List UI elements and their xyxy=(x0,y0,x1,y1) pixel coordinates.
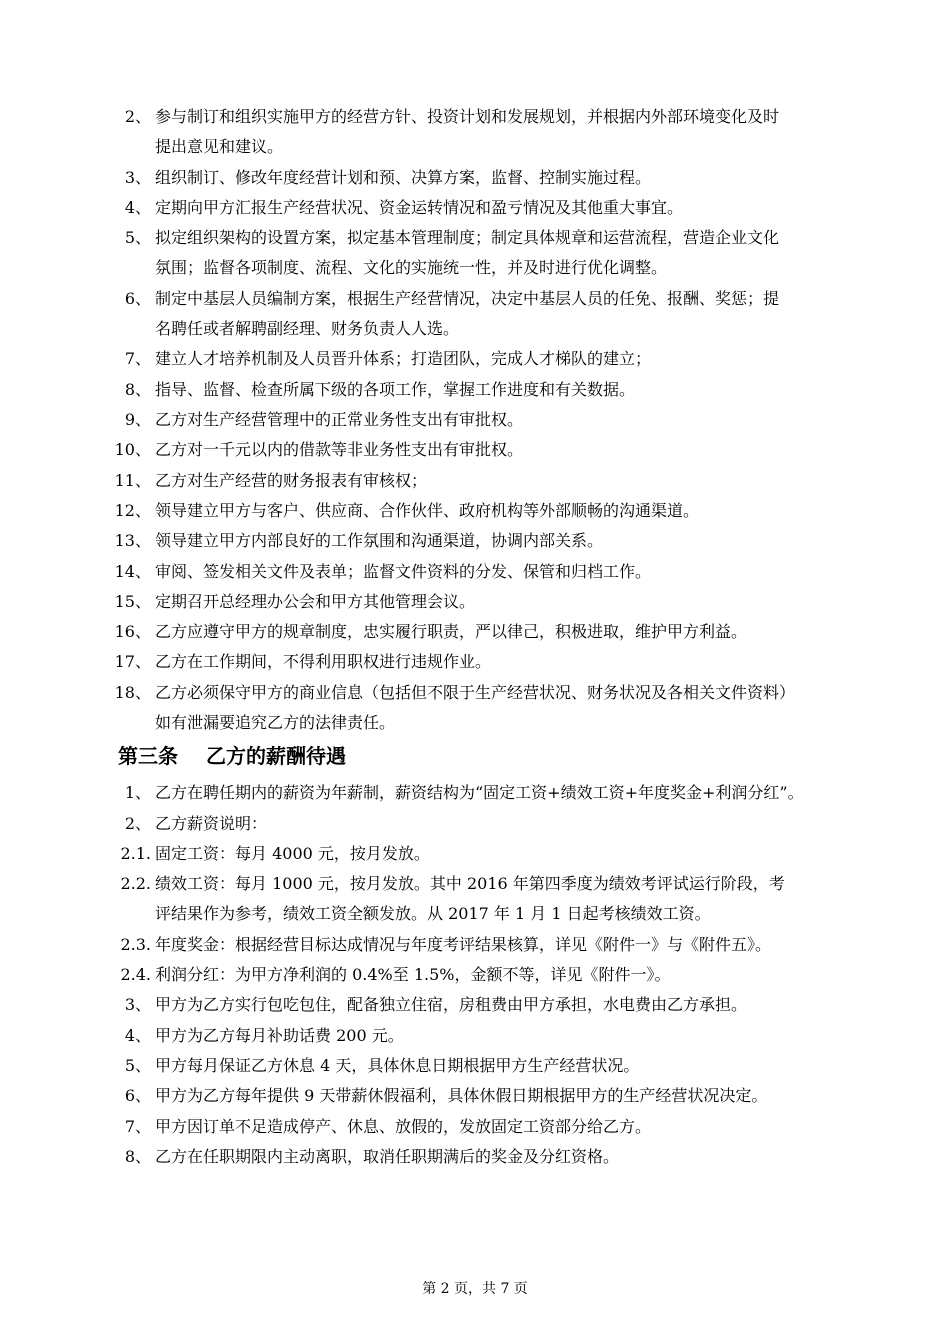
list-item-number: 2.2. xyxy=(120,874,151,894)
list-item xyxy=(0,193,950,223)
list-item-text: 如有泄漏要追究乙方的法律责任。 xyxy=(155,712,396,732)
list-item-text: 指导、监督、检查所属下级的各项工作，掌握工作进度和有关数据。 xyxy=(155,379,636,399)
list-item-text: 领导建立甲方内部良好的工作氛围和沟通渠道，协调内部关系。 xyxy=(155,531,604,551)
list-item xyxy=(0,1021,950,1051)
list-item-text: 乙方对一千元以内的借款等非业务性支出有审批权。 xyxy=(155,440,524,460)
list-item-text: 建立人才培养机制及人员晋升体系；打造团队，完成人才梯队的建立； xyxy=(155,349,652,369)
list-item-number: 1、 xyxy=(124,783,151,803)
list-item-number: 13、 xyxy=(114,531,151,551)
list-item xyxy=(0,435,950,465)
list-item xyxy=(0,163,950,193)
article-title: 乙方的薪酬待遇 xyxy=(206,744,346,769)
list-item-text: 甲方为乙方每年提供 9 天带薪休假福利，具体休假日期根据甲方的生产经营状况决定。 xyxy=(155,1086,768,1106)
list-item xyxy=(0,647,950,677)
list-item-number: 9、 xyxy=(124,410,151,429)
list-item-text: 甲方为乙方每月补助话费 200 元。 xyxy=(155,1025,404,1045)
list-item xyxy=(0,990,950,1020)
list-item xyxy=(0,496,950,526)
list-item-text: 甲方每月保证乙方休息 4 天，具体休息日期根据甲方生产经营状况。 xyxy=(155,1056,640,1075)
section-3-heading xyxy=(118,741,346,771)
page-footer xyxy=(0,1279,950,1299)
list-item-text: 乙方在工作期间，不得利用职权进行违规作业。 xyxy=(155,652,492,672)
list-item xyxy=(0,678,950,739)
list-item-text: 乙方必须保守甲方的商业信息（包括但不限于生产经营状况、财务状况及各相关文件资料） xyxy=(155,682,796,702)
list-item xyxy=(0,344,950,374)
list-item-number: 2.1. xyxy=(120,843,151,863)
list-item-text: 领导建立甲方与客户、供应商、合作伙伴、政府机构等外部顺畅的沟通渠道。 xyxy=(155,500,700,520)
list-item-number: 16、 xyxy=(114,622,151,642)
list-item-number: 3、 xyxy=(124,995,151,1015)
list-item xyxy=(0,1112,950,1142)
list-item-number: 8、 xyxy=(124,1146,151,1166)
list-item xyxy=(0,960,950,990)
list-item xyxy=(0,375,950,405)
list-item-text: 甲方因订单不足造成停产、休息、放假的，发放固定工资部分给乙方。 xyxy=(155,1116,652,1136)
list-item-text: 乙方在聘任期内的薪资为年薪制，薪资结构为“固定工资+绩效工资+年度奖金+利润分红”。 xyxy=(155,783,804,803)
list-item-text: 甲方为乙方实行包吃包住，配备独立住宿，房租费由甲方承担，水电费由乙方承担。 xyxy=(155,995,748,1015)
list-item-number: 12、 xyxy=(114,500,151,520)
list-item-text: 参与制订和组织实施甲方的经营方针、投资计划和发展规划，并根据内外部环境变化及时 xyxy=(155,107,780,126)
list-item-number: 10、 xyxy=(114,440,151,460)
list-item xyxy=(0,557,950,587)
list-item-number: 2、 xyxy=(124,107,151,126)
list-item-number: 2.4. xyxy=(120,965,151,985)
list-item-text: 乙方对生产经营管理中的正常业务性支出有审批权。 xyxy=(155,410,524,429)
list-item xyxy=(0,587,950,617)
list-item-number: 4、 xyxy=(124,1025,151,1045)
list-item-number: 18、 xyxy=(114,682,151,702)
list-item xyxy=(0,809,950,839)
list-item-number: 8、 xyxy=(124,379,151,399)
list-item xyxy=(0,617,950,647)
list-item-number: 6、 xyxy=(124,288,151,308)
list-item-text: 审阅、签发相关文件及表单；监督文件资料的分发、保管和归档工作。 xyxy=(155,561,652,581)
list-item-text: 固定工资：每月 4000 元，按月发放。 xyxy=(155,843,430,863)
list-item xyxy=(0,839,950,869)
list-item-text: 组织制订、修改年度经营计划和预、决算方案，监督、控制实施过程。 xyxy=(155,167,652,187)
list-item xyxy=(0,102,950,163)
list-item-number: 17、 xyxy=(114,652,151,672)
list-item-text: 定期召开总经理办公会和甲方其他管理会议。 xyxy=(155,591,476,611)
list-item-text: 乙方薪资说明： xyxy=(155,813,268,833)
list-item-text: 利润分红：为甲方净利润的 0.4%至 1.5%，金额不等，详见《附件一》。 xyxy=(155,965,671,985)
list-item-text: 拟定组织架构的设置方案，拟定基本管理制度；制定具体规章和运营流程，营造企业文化 xyxy=(155,228,780,248)
list-item-text: 评结果作为参考，绩效工资全额发放。从 2017 年 1 月 1 日起考核绩效工资。 xyxy=(155,904,711,924)
list-item xyxy=(0,223,950,284)
list-item xyxy=(0,1142,950,1172)
list-item xyxy=(0,1081,950,1111)
list-item-number: 5、 xyxy=(124,228,151,248)
list-item-number: 5、 xyxy=(124,1056,151,1075)
article-number: 第三条 xyxy=(118,744,178,769)
list-item-text: 乙方对生产经营的财务报表有审核权； xyxy=(155,470,428,490)
list-item-number: 3、 xyxy=(124,167,151,187)
list-item xyxy=(0,869,950,930)
list-item-number: 2、 xyxy=(124,813,151,833)
list-item xyxy=(0,284,950,345)
list-item xyxy=(0,930,950,960)
page-number: 第 2 页，共 7 页 xyxy=(422,1281,528,1297)
list-item xyxy=(0,1051,950,1081)
list-item-number: 7、 xyxy=(124,349,151,369)
list-item-text: 乙方应遵守甲方的规章制度，忠实履行职责，严以律己，积极进取，维护甲方利益。 xyxy=(155,622,748,642)
list-item-number: 4、 xyxy=(124,197,151,217)
list-item-number: 14、 xyxy=(114,561,151,581)
list-item xyxy=(0,405,950,435)
list-item-text: 乙方在任职期限内主动离职，取消任职期满后的奖金及分红资格。 xyxy=(155,1146,620,1166)
list-item-number: 15、 xyxy=(114,591,151,611)
list-item-number: 2.3. xyxy=(120,934,151,954)
list-item-number: 11、 xyxy=(114,470,151,490)
list-item-text: 名聘任或者解聘副经理、财务负责人人选。 xyxy=(155,319,460,339)
list-item xyxy=(0,778,950,808)
list-item-number: 6、 xyxy=(124,1086,151,1106)
list-item-text: 定期向甲方汇报生产经营状况、资金运转情况和盈亏情况及其他重大事宜。 xyxy=(155,197,684,217)
list-item-text: 绩效工资：每月 1000 元，按月发放。其中 2016 年第四季度为绩效考评试运行阶段，考 xyxy=(155,874,785,894)
list-item-number: 7、 xyxy=(124,1116,151,1136)
list-item-text: 年度奖金：根据经营目标达成情况与年度考评结果核算，详见《附件一》与《附件五》。 xyxy=(155,934,772,954)
list-item-text: 提出意见和建议。 xyxy=(155,137,284,157)
list-item xyxy=(0,526,950,556)
list-item xyxy=(0,466,950,496)
list-item-text: 制定中基层人员编制方案，根据生产经营情况，决定中基层人员的任免、报酬、奖惩；提 xyxy=(155,288,780,308)
list-item-text: 氛围；监督各项制度、流程、文化的实施统一性，并及时进行优化调整。 xyxy=(155,258,668,278)
